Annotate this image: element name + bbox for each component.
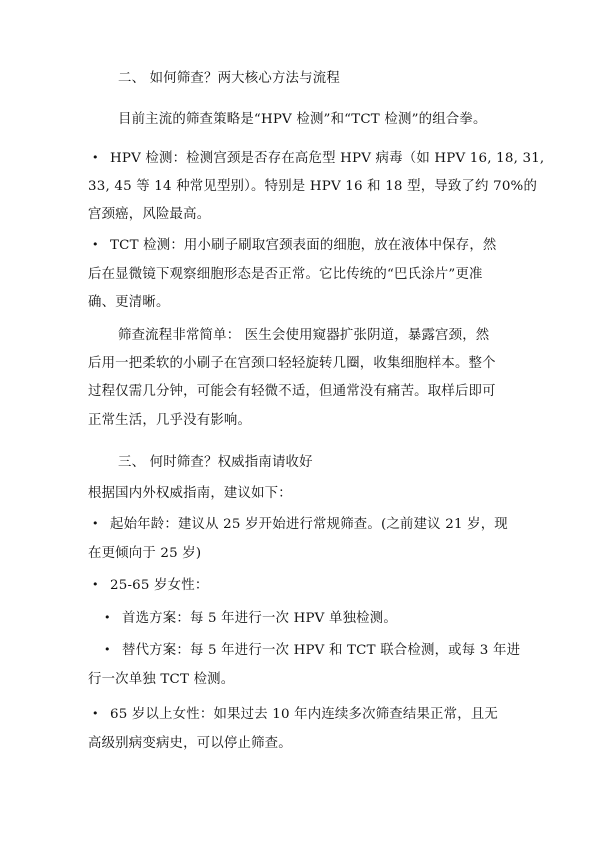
alternative-plan-line-1: 替代方案：每 5 年进行一次 HPV 和 TCT 联合检测，或每 3 年进	[122, 643, 521, 658]
bullet-icon: •	[92, 707, 99, 720]
over-65-line-1: 65 岁以上女性：如果过去 10 年内连续多次筛查结果正常，且无	[110, 707, 499, 722]
over-65-line-2: 高级别病变病史，可以停止筛查。	[88, 736, 292, 751]
alternative-plan-line-2: 行一次单独 TCT 检测。	[88, 672, 235, 687]
alternative-plan-list-item	[104, 641, 534, 661]
hpv-text-line-3: 宫颈癌，风险最高。	[88, 207, 211, 222]
hpv-text-line-1: HPV 检测：检测宫颈是否存在高危型 HPV 病毒（如 HPV 16, 18, 31,	[110, 151, 545, 166]
over-65-list-item	[92, 705, 522, 725]
process-line-4: 正常生活，几乎没有影响。	[88, 413, 252, 428]
process-line-3: 过程仅需几分钟，可能会有轻微不适，但通常没有痛苦。取样后即可	[88, 384, 496, 399]
process-line-2: 后用一把柔软的小刷子在宫颈口轻轻旋转几圈，收集细胞样本。整个	[88, 356, 496, 371]
bullet-icon: •	[104, 611, 111, 624]
bullet-icon: •	[92, 151, 99, 164]
age-range-list-item	[92, 576, 522, 596]
preferred-plan-list-item	[104, 609, 534, 629]
start-age-list-item	[92, 515, 522, 535]
bullet-icon: •	[92, 517, 99, 530]
section-2-intro: 目前主流的筛查策略是“HPV 检测”和“TCT 检测”的组合拳。	[118, 112, 487, 127]
tct-text-line-1: TCT 检测：用小刷子刷取宫颈表面的细胞，放在液体中保存，然	[110, 238, 497, 253]
tct-text-line-3: 确、更清晰。	[88, 295, 170, 310]
hpv-text-line-2: 33, 45 等 14 种常见型别）。特别是 HPV 16 和 18 型，导致了约 70%的	[88, 179, 538, 194]
process-line-1: 筛查流程非常简单： 医生会使用窥器扩张阴道，暴露宫颈，然	[118, 328, 490, 343]
preferred-plan-line: 首选方案：每 5 年进行一次 HPV 单独检测。	[122, 611, 397, 626]
age-range-line: 25-65 岁女性：	[110, 578, 209, 593]
bullet-icon: •	[92, 578, 99, 591]
bullet-icon: •	[92, 238, 99, 251]
section-3-intro: 根据国内外权威指南，建议如下：	[88, 486, 292, 501]
start-age-line-2: 在更倾向于 25 岁)	[88, 546, 202, 561]
bullet-icon: •	[104, 643, 111, 656]
hpv-list-item	[92, 149, 545, 169]
tct-list-item	[92, 236, 522, 256]
tct-text-line-2: 后在显微镜下观察细胞形态是否正常。它比传统的“巴氏涂片”更准	[88, 267, 483, 282]
section-3-heading: 三、 何时筛查？权威指南请收好	[118, 455, 313, 470]
section-2-heading: 二、 如何筛查？两大核心方法与流程	[118, 71, 340, 86]
start-age-line-1: 起始年龄：建议从 25 岁开始进行常规筛查。(之前建议 21 岁，现	[110, 517, 508, 532]
